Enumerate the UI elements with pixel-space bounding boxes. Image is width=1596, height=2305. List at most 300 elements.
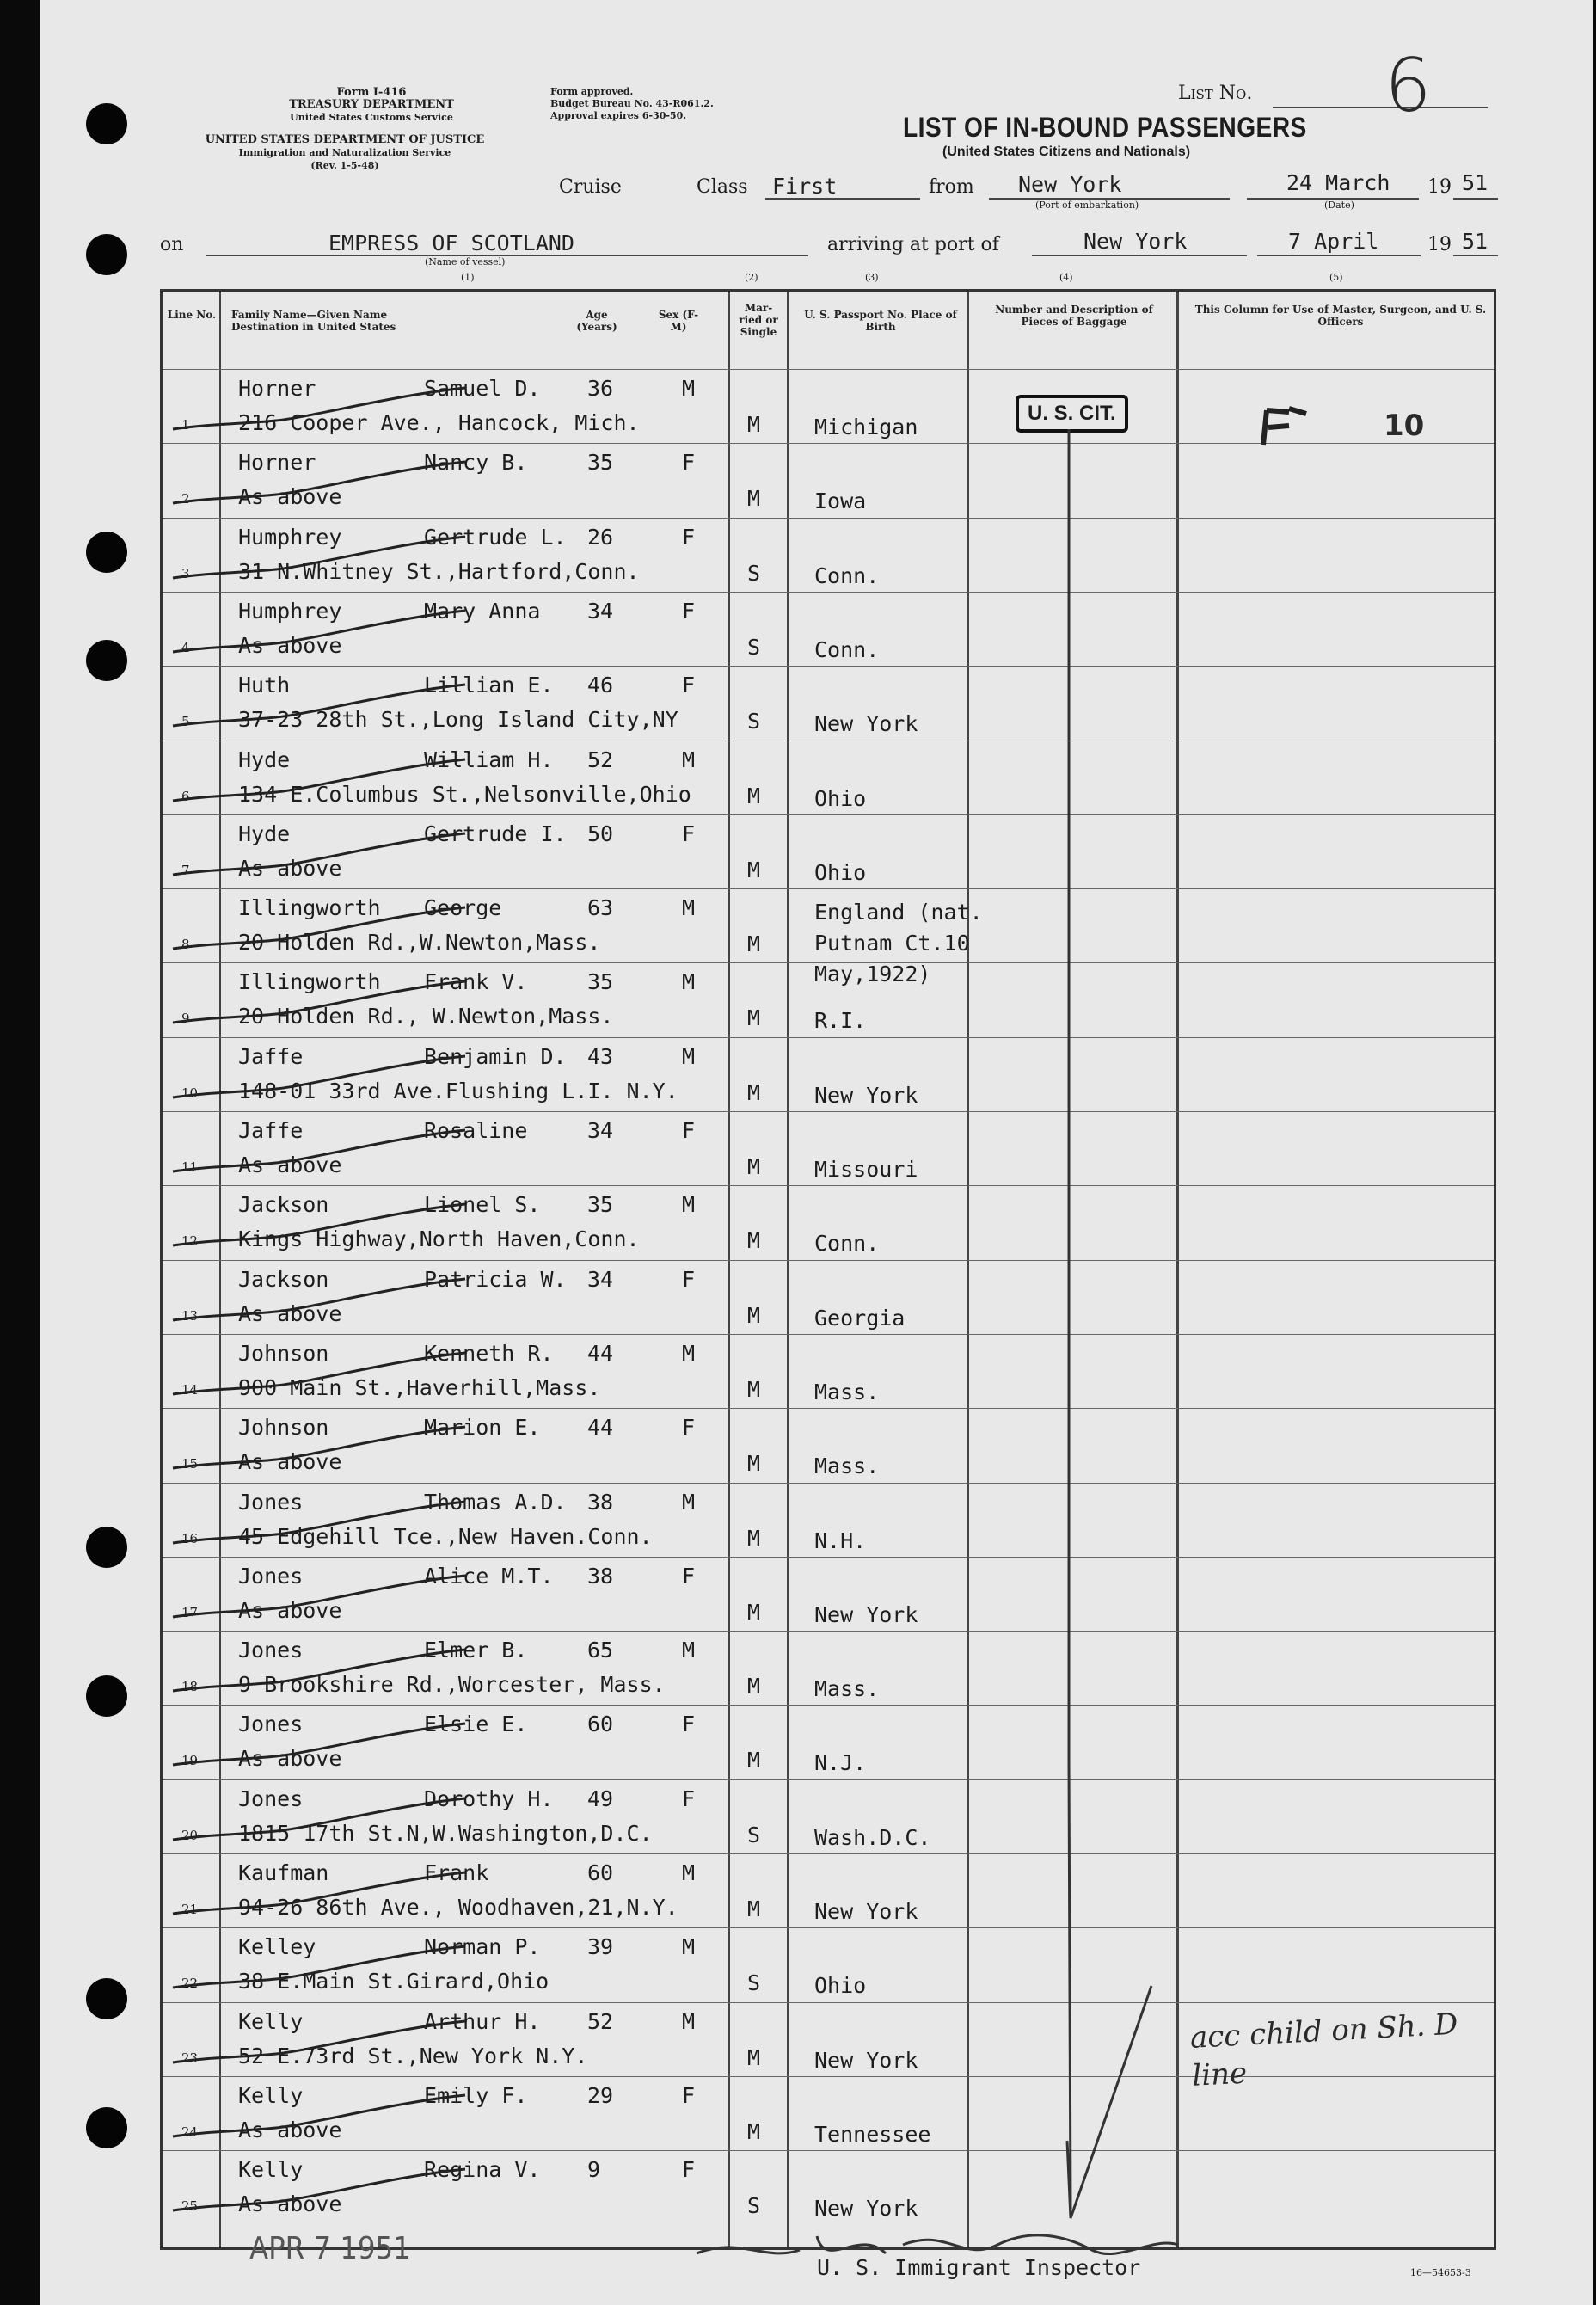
col-number-3: (3) <box>865 272 879 283</box>
check-mark <box>173 758 482 813</box>
passenger-table <box>160 289 1496 2250</box>
col-number-4: (4) <box>1059 272 1073 283</box>
given-name: Alice M.T. <box>424 1563 554 1589</box>
col-number-5: (5) <box>1329 272 1343 283</box>
footer-form-code: 16—54653-3 <box>1410 2267 1471 2278</box>
row-divider <box>163 2002 1494 2003</box>
row-divider <box>163 1334 1494 1335</box>
line-number: 12 <box>181 1233 199 1250</box>
check-mark <box>173 1574 482 1629</box>
check-mark <box>173 535 482 590</box>
row-divider <box>163 1557 1494 1558</box>
sex: F <box>682 2082 696 2108</box>
year1-line <box>1453 198 1498 200</box>
arriving-label: arriving at port of <box>827 234 999 255</box>
line-number: 18 <box>181 1679 199 1695</box>
vessel-caption: (Name of vessel) <box>425 256 506 267</box>
passenger-row <box>163 1334 1494 1408</box>
family-name: Jones <box>238 1638 304 1663</box>
date1-value: 24 March <box>1286 170 1390 195</box>
from-value: New York <box>1018 172 1122 197</box>
officer-scribble <box>1255 402 1392 453</box>
age: 35 <box>587 969 614 995</box>
marital-status: S <box>747 1822 761 1847</box>
col-officer: This Column for Use of Master, Surgeon, and U. S. Officers <box>1194 304 1487 328</box>
destination: As above <box>238 484 342 510</box>
arrival-port: New York <box>1083 229 1188 254</box>
age: 35 <box>587 1192 614 1218</box>
family-name: Hyde <box>238 747 291 772</box>
sex: M <box>682 747 696 772</box>
given-name: Thomas A.D. <box>424 1489 567 1515</box>
place-of-birth: New York <box>814 2196 918 2222</box>
sex: M <box>682 969 696 995</box>
family-name: Humphrey <box>238 524 342 550</box>
sex: F <box>682 1563 696 1589</box>
place-of-birth: New York <box>814 1899 918 1924</box>
punch-hole <box>86 234 127 275</box>
place-of-birth: New York <box>814 1601 918 1627</box>
place-of-birth: New York <box>814 711 918 737</box>
passenger-row <box>163 1483 1494 1557</box>
destination: 38 E.Main St.Girard,Ohio <box>238 1969 549 1995</box>
check-mark <box>173 2093 482 2148</box>
given-name: Lillian E. <box>424 673 554 698</box>
age: 36 <box>587 376 614 401</box>
destination: 148-01 33rd Ave.Flushing L.I. N.Y. <box>238 1078 678 1103</box>
passenger-row <box>163 1779 1494 1853</box>
given-name: Nancy B. <box>424 450 528 476</box>
destination: As above <box>238 2191 342 2217</box>
place-of-birth: England (nat. Putnam Ct.10 May,1922) <box>814 900 983 987</box>
destination: As above <box>238 855 342 881</box>
family-name: Kelly <box>238 2008 304 2034</box>
arrival-port-line <box>1032 255 1247 256</box>
marital-status: M <box>747 1376 761 1402</box>
age: 60 <box>587 1860 614 1885</box>
family-name: Kelly <box>238 2082 304 2108</box>
col-married: Mar- ried or Single <box>739 302 778 338</box>
line-number: 19 <box>181 1753 199 1769</box>
place-of-birth: R.I. <box>814 1008 867 1034</box>
dept-customs: United States Customs Service <box>290 112 453 123</box>
passenger-row <box>163 666 1494 740</box>
year2-prefix: 19 <box>1427 234 1452 255</box>
age: 52 <box>587 2008 614 2034</box>
line-number: 14 <box>181 1381 199 1398</box>
family-name: Kelley <box>238 1934 316 1960</box>
row-divider <box>163 888 1494 889</box>
line-number: 25 <box>181 2198 199 2215</box>
punch-hole <box>86 1527 127 1568</box>
given-name: Norman P. <box>424 1934 541 1960</box>
sex: M <box>682 1043 696 1069</box>
check-mark <box>173 1648 482 1703</box>
age: 9 <box>587 2157 601 2183</box>
marital-status: S <box>747 709 761 735</box>
marital-status: S <box>747 2193 761 2219</box>
family-name: Jackson <box>238 1266 329 1292</box>
given-name: Patricia W. <box>424 1266 567 1292</box>
family-name: Jaffe <box>238 1118 304 1143</box>
sex: F <box>682 1415 696 1441</box>
age: 49 <box>587 1786 614 1811</box>
check-mark <box>173 1797 482 1852</box>
form-id: Form I-416 <box>336 86 407 99</box>
line-number: 11 <box>181 1159 199 1175</box>
place-of-birth: Mass. <box>814 1454 880 1479</box>
page-subtitle: (United States Citizens and Nationals) <box>942 144 1191 159</box>
marital-status: M <box>747 1154 761 1179</box>
sex: F <box>682 673 696 698</box>
sex: F <box>682 1266 696 1292</box>
given-name: Mary Anna <box>424 598 541 624</box>
marital-status: M <box>747 857 761 882</box>
family-name: Illingworth <box>238 969 381 995</box>
passenger-row <box>163 443 1494 517</box>
family-name: Jackson <box>238 1192 329 1218</box>
marital-status: M <box>747 1896 761 1921</box>
destination: 94-26 86th Ave., Woodhaven,21,N.Y. <box>238 1895 678 1920</box>
inspector-signature <box>688 2219 1187 2279</box>
marital-status: M <box>747 1599 761 1625</box>
row-divider <box>163 369 1494 370</box>
place-of-birth: Ohio <box>814 785 867 811</box>
line-number: 17 <box>181 1604 199 1620</box>
destination: Kings Highway,North Haven,Conn. <box>238 1226 640 1252</box>
given-name: Gertrude L. <box>424 524 567 550</box>
age: 39 <box>587 1934 614 1960</box>
destination: As above <box>238 1746 342 1772</box>
approval-line3: Approval expires 6-30-50. <box>550 110 687 121</box>
date-caption: (Date) <box>1324 200 1354 211</box>
given-name: Benjamin D. <box>424 1043 567 1069</box>
passenger-row <box>163 814 1494 888</box>
row-divider <box>163 1927 1494 1928</box>
given-name: Samuel D. <box>424 376 541 401</box>
marital-status: M <box>747 931 761 957</box>
check-mark <box>173 1500 482 1555</box>
destination: As above <box>238 1597 342 1623</box>
place-of-birth: Iowa <box>814 489 867 514</box>
row-divider <box>163 1111 1494 1112</box>
line-number: 24 <box>181 2124 199 2140</box>
dept-ins: Immigration and Naturalization Service <box>238 147 451 158</box>
marital-status: S <box>747 1970 761 1996</box>
class-label: Class <box>697 176 748 198</box>
age: 65 <box>587 1638 614 1663</box>
vessel-name: EMPRESS OF SCOTLAND <box>328 230 574 255</box>
port-caption: (Port of embarkation) <box>1035 200 1139 211</box>
check-mark <box>173 1945 482 2000</box>
destination: 37-23 28th St.,Long Island City,NY <box>238 707 678 733</box>
check-mark <box>173 1054 482 1109</box>
page-title: LIST OF IN-BOUND PASSENGERS <box>903 112 1307 143</box>
check-mark <box>173 832 482 887</box>
destination: 9 Brookshire Rd.,Worcester, Mass. <box>238 1672 666 1698</box>
marital-status: M <box>747 1525 761 1551</box>
row-divider <box>163 1260 1494 1261</box>
family-name: Kaufman <box>238 1860 329 1885</box>
line-number: 22 <box>181 1976 199 1992</box>
marital-status: M <box>747 1228 761 1254</box>
check-mark <box>173 980 482 1035</box>
destination: 45 Edgehill Tce.,New Haven.Conn. <box>238 1523 653 1549</box>
destination: As above <box>238 1449 342 1475</box>
age: 38 <box>587 1489 614 1515</box>
line-number: 6 <box>181 788 190 804</box>
given-name: Dorothy H. <box>424 1786 554 1811</box>
row-divider <box>163 1185 1494 1186</box>
destination: 52 E.73rd St.,New York N.Y. <box>238 2043 588 2068</box>
year1-value: 51 <box>1462 170 1489 195</box>
family-name: Humphrey <box>238 598 342 624</box>
line-number: 7 <box>181 862 190 878</box>
age: 34 <box>587 1118 614 1143</box>
given-name: Frank <box>424 1860 489 1885</box>
line-number: 2 <box>181 491 190 507</box>
destination: 134 E.Columbus St.,Nelsonville,Ohio <box>238 781 691 807</box>
date2-line <box>1257 255 1421 256</box>
family-name: Johnson <box>238 1340 329 1366</box>
family-name: Huth <box>238 673 291 698</box>
marital-status: M <box>747 1079 761 1105</box>
check-mark <box>173 1277 482 1332</box>
age: 26 <box>587 524 614 550</box>
line-number: 20 <box>181 1827 199 1843</box>
place-of-birth: Conn. <box>814 636 880 662</box>
marital-status: S <box>747 634 761 660</box>
check-mark <box>173 460 482 515</box>
marital-status: M <box>747 412 761 437</box>
passenger-row <box>163 2150 1494 2224</box>
sex: M <box>682 2008 696 2034</box>
sex: F <box>682 1118 696 1143</box>
sex: M <box>682 1489 696 1515</box>
date2-value: 7 April <box>1288 229 1379 254</box>
place-of-birth: Wash.D.C. <box>814 1824 931 1850</box>
punch-hole <box>86 103 127 144</box>
row-divider <box>163 1483 1494 1484</box>
sex: M <box>682 376 696 401</box>
passenger-row <box>163 1705 1494 1779</box>
passenger-row <box>163 1408 1494 1482</box>
line-number: 9 <box>181 1011 190 1027</box>
place-of-birth: Tennessee <box>814 2121 931 2147</box>
passenger-row <box>163 1853 1494 1927</box>
list-no-value: 6 <box>1384 43 1432 129</box>
from-label: from <box>929 176 974 198</box>
form-revision: (Rev. 1-5-48) <box>310 160 379 171</box>
destination: 216 Cooper Ave., Hancock, Mich. <box>238 410 640 435</box>
age: 44 <box>587 1415 614 1441</box>
sex: F <box>682 1786 696 1811</box>
given-name: George <box>424 895 502 921</box>
age: 34 <box>587 1266 614 1292</box>
year2-line <box>1453 255 1498 256</box>
sex: M <box>682 1860 696 1885</box>
check-mark <box>173 1351 482 1406</box>
sex: F <box>682 524 696 550</box>
passenger-row <box>163 1927 1494 2001</box>
dept-justice: UNITED STATES DEPARTMENT OF JUSTICE <box>205 133 485 146</box>
passenger-row <box>163 1557 1494 1631</box>
passenger-row <box>163 1037 1494 1111</box>
line-number: 4 <box>181 639 190 655</box>
line-number: 23 <box>181 2050 199 2066</box>
on-label: on <box>160 234 184 255</box>
approval-line1: Form approved. <box>550 86 634 97</box>
line-number: 21 <box>181 1902 199 1917</box>
punch-hole <box>86 1675 127 1717</box>
row-divider <box>163 1705 1494 1706</box>
passenger-row <box>163 592 1494 666</box>
age: 35 <box>587 450 614 476</box>
inspector-label: U. S. Immigrant Inspector <box>817 2255 1141 2280</box>
check-mark <box>173 1128 482 1183</box>
col-age: Age (Years) <box>576 309 617 333</box>
place-of-birth: Ohio <box>814 859 867 885</box>
family-name: Jones <box>238 1563 304 1589</box>
line-number: 3 <box>181 565 190 581</box>
us-citizen-stamp: U. S. CIT. <box>1016 395 1128 433</box>
destination: 900 Main St.,Haverhill,Mass. <box>238 1374 601 1400</box>
marital-status: M <box>747 2044 761 2070</box>
family-name: Johnson <box>238 1415 329 1441</box>
cruise-label: Cruise <box>559 176 622 198</box>
family-name: Hyde <box>238 821 291 846</box>
punch-hole <box>86 532 127 573</box>
handwritten-note: acc child on Sh. D line <box>1189 2007 1459 2093</box>
passenger-row <box>163 1631 1494 1705</box>
family-name: Jaffe <box>238 1043 304 1069</box>
given-name: Rosaline <box>424 1118 528 1143</box>
destination: As above <box>238 1300 342 1326</box>
given-name: Gertrude I. <box>424 821 567 846</box>
sex: F <box>682 1712 696 1737</box>
given-name: Marion E. <box>424 1415 541 1441</box>
line-number: 13 <box>181 1307 199 1324</box>
passenger-row <box>163 962 1494 1036</box>
approval-line2: Budget Bureau No. 43-R061.2. <box>550 98 714 109</box>
row-divider <box>163 1037 1494 1038</box>
place-of-birth: N.J. <box>814 1750 867 1776</box>
dept-treasury: TREASURY DEPARTMENT <box>289 98 454 111</box>
punch-hole <box>86 1978 127 2019</box>
class-value: First <box>772 174 838 199</box>
passenger-row <box>163 1260 1494 1334</box>
sex: M <box>682 895 696 921</box>
row-divider <box>163 666 1494 667</box>
line-number: 15 <box>181 1456 199 1472</box>
marital-status: M <box>747 783 761 808</box>
destination: As above <box>238 632 342 658</box>
place-of-birth: Conn. <box>814 1231 880 1257</box>
check-mark <box>173 1722 482 1777</box>
age: 29 <box>587 2082 614 2108</box>
row-divider <box>163 814 1494 815</box>
destination: 20 Holden Rd.,W.Newton,Mass. <box>238 930 601 956</box>
place-of-birth: Georgia <box>814 1305 905 1331</box>
family-name: Horner <box>238 376 316 401</box>
place-of-birth: New York <box>814 2047 918 2073</box>
age: 43 <box>587 1043 614 1069</box>
sex: F <box>682 598 696 624</box>
family-name: Jones <box>238 1489 304 1515</box>
given-name: Frank V. <box>424 969 528 995</box>
given-name: Lionel S. <box>424 1192 541 1218</box>
passenger-row <box>163 741 1494 814</box>
marital-status: M <box>747 1302 761 1328</box>
check-mark <box>173 609 482 664</box>
row-divider <box>163 1779 1494 1780</box>
punch-hole <box>86 640 127 681</box>
place-of-birth: New York <box>814 1082 918 1108</box>
age: 63 <box>587 895 614 921</box>
row-divider <box>163 518 1494 519</box>
line-number: 10 <box>181 1085 199 1101</box>
officer-mark: 10 <box>1384 409 1425 443</box>
family-name: Horner <box>238 450 316 476</box>
place-of-birth: Ohio <box>814 1973 867 1999</box>
passenger-row <box>163 1111 1494 1185</box>
place-of-birth: Michigan <box>814 415 918 439</box>
family-name: Jones <box>238 1786 304 1811</box>
line-number: 1 <box>181 417 190 433</box>
place-of-birth: Conn. <box>814 562 880 588</box>
punch-hole <box>86 2107 127 2148</box>
age: 34 <box>587 598 614 624</box>
list-no-line <box>1273 107 1488 108</box>
family-name: Illingworth <box>238 895 381 921</box>
list-no-label: List No. <box>1178 83 1253 104</box>
given-name: Emily F. <box>424 2082 528 2108</box>
sex: F <box>682 2157 696 2183</box>
destination: 1815 17th St.N,W.Washington,D.C. <box>238 1820 653 1846</box>
age: 50 <box>587 821 614 846</box>
given-name: Elmer B. <box>424 1638 528 1663</box>
check-mark <box>173 1202 482 1257</box>
place-of-birth: Mass. <box>814 1379 880 1405</box>
destination: 20 Holden Rd., W.Newton,Mass. <box>238 1004 614 1030</box>
sex: M <box>682 1340 696 1366</box>
sex: F <box>682 821 696 846</box>
age: 60 <box>587 1712 614 1737</box>
given-name: Kenneth R. <box>424 1340 554 1366</box>
check-mark <box>173 2167 482 2222</box>
age: 52 <box>587 747 614 772</box>
sex: M <box>682 1192 696 1218</box>
destination: 31 N.Whitney St.,Hartford,Conn. <box>238 558 640 584</box>
col-line-no: Line No. <box>167 309 217 321</box>
line-number: 16 <box>181 1530 199 1546</box>
marital-status: M <box>747 486 761 512</box>
given-name: Arthur H. <box>424 2008 541 2034</box>
place-of-birth: Missouri <box>814 1157 918 1182</box>
year2-value: 51 <box>1462 229 1489 254</box>
sex: M <box>682 1934 696 1960</box>
marital-status: S <box>747 560 761 586</box>
age: 38 <box>587 1563 614 1589</box>
check-mark <box>173 1871 482 1926</box>
col-number-2: (2) <box>745 272 758 283</box>
footer-date-stamp: APR 7 1951 <box>249 2231 411 2266</box>
line-number: 8 <box>181 937 190 953</box>
year1-prefix: 19 <box>1427 176 1452 198</box>
row-divider <box>163 962 1494 963</box>
baggage-ditto-line <box>1022 421 1194 2244</box>
marital-status: M <box>747 1748 761 1773</box>
